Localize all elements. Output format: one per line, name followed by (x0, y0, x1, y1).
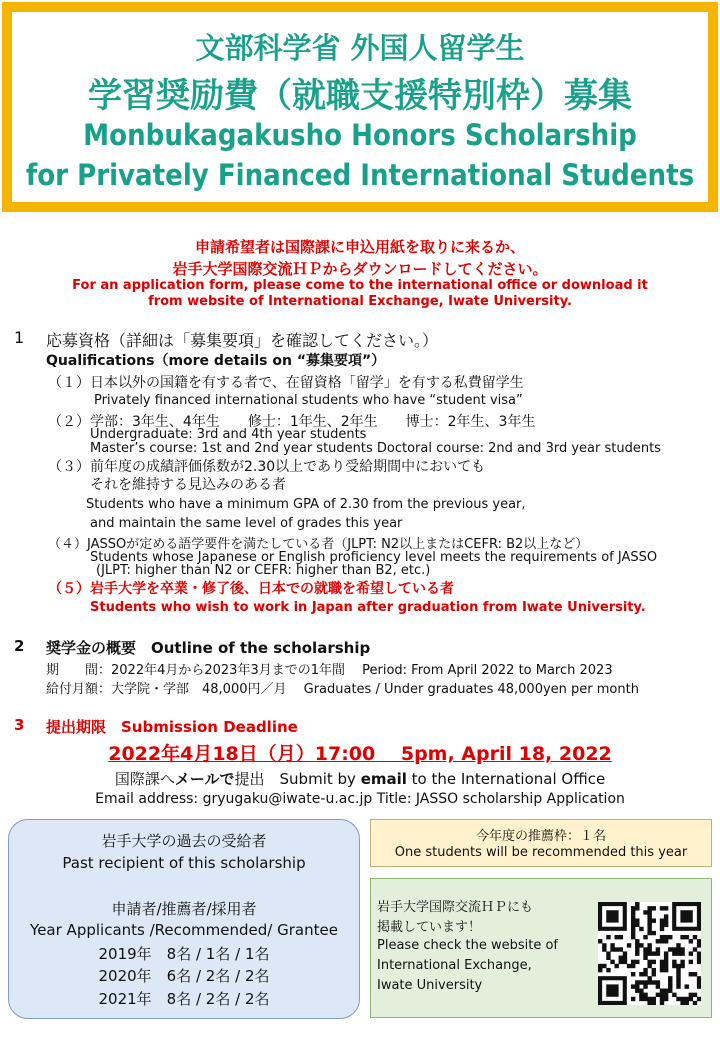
q3-ja-1: （３）前年度の成績評価係数が2.30以上であり受給期間中においても (48, 459, 486, 475)
qr-code-icon[interactable] (598, 902, 701, 1005)
quota-ja: 今年度の推薦枠：１名 (475, 829, 606, 844)
submit-method (0, 768, 720, 789)
submit-bold-ja: メールで (174, 770, 235, 788)
web-en-2: International Exchange, (377, 958, 532, 973)
web-ja-1: 岩手大学国際交流ＨＰにも (377, 900, 534, 915)
web-en-1: Please check the website of (377, 938, 559, 953)
q1-en: Privately financed international students who have “student visa” (94, 393, 523, 408)
q1-ja: （１）日本以外の国籍を有する者で、在留資格「留学」を有する私費留学生 (48, 375, 524, 391)
section3-number: 3 (14, 716, 25, 734)
past-row-2019: 2019年 8名 / 1名 / 1名 (98, 945, 270, 963)
q5-ja: （５）岩手大学を卒業・修了後、日本での就職を希望している者 (48, 581, 454, 597)
submit-mid: 提出 Submit by (234, 770, 361, 788)
section1-title-ja: 応募資格（詳細は「募集要項」を確認してください。） (46, 331, 439, 350)
header-banner (2, 2, 718, 212)
submit-pre: 国際課へ (114, 770, 175, 788)
recommendation-quota-box (370, 819, 712, 867)
q4-ja: （４）JASSOが定める語学要件を満たしている者（JLPT: N2以上またはCEFR: B2以上など） (48, 537, 589, 552)
title-ja-line-2: 学習奨励費（就職支援特別枠）募集 (88, 76, 632, 116)
submit-bold-en: email (360, 770, 407, 788)
q3-en-1: Students who have a minimum GPA of 2.30 from the previous year, (86, 497, 526, 512)
submit-post: to the International Office (406, 770, 606, 788)
q2-ja: （２）学部：3年生、4年生 修士：1年生、2年生 博士：2年生、3年生 (48, 414, 536, 430)
past-row-2020: 2020年 6名 / 2名 / 2名 (98, 967, 270, 985)
past-title-en: Past recipient of this scholarship (62, 854, 306, 872)
notice-en-2: from website of International Exchange, Iwate University. (148, 294, 572, 309)
quota-en: One students will be recommended this year (394, 845, 688, 860)
q4-en-1: Students whose Japanese or English proficiency level meets the requirements of JASSO (90, 550, 658, 565)
title-en-line-1: Monbukagakusho Honors Scholarship (83, 118, 637, 152)
section2-amount: 給付月額：大学院・学部 48,000円／月 Graduates / Under graduates 48,000yen per month (46, 682, 639, 697)
past-header-en: Year Applicants /Recommended/ Grantee (30, 921, 338, 939)
notice-ja-2: 岩手大学国際交流ＨＰからダウンロードしてください。 (172, 260, 548, 278)
past-header-ja: 申請者/推薦者/採用者 (111, 900, 257, 918)
website-info-box (370, 878, 712, 1018)
web-en-3: Iwate University (377, 978, 483, 993)
past-title-ja: 岩手大学の過去の受給者 (101, 832, 267, 850)
email-line: Email address: gryugaku@iwate-u.ac.jp Title: JASSO scholarship Application (95, 791, 625, 807)
q2-en-2: Master’s course: 1st and 2nd year students Doctoral course: 2nd and 3rd year students (90, 441, 661, 456)
past-row-2021: 2021年 8名 / 2名 / 2名 (98, 990, 270, 1008)
section1-title-en: Qualifications（more details on “募集要項”） (46, 353, 386, 369)
title-ja-line-1: 文部科学省 外国人留学生 (195, 31, 525, 65)
deadline-date-row (0, 739, 720, 766)
title-en-line-2: for Privately Financed International Students (25, 158, 695, 192)
q4-en-2: (JLPT: higher than N2 or CEFR: higher than B2, etc.) (96, 563, 431, 578)
past-recipients-box (8, 819, 360, 1019)
web-ja-2: 掲載しています！ (377, 920, 482, 935)
notice-ja-1: 申請希望者は国際課に申込用紙を取りに来るか、 (194, 238, 525, 256)
section1-number: 1 (14, 328, 25, 347)
q3-ja-2: それを維持する見込みのある者 (90, 477, 286, 493)
notice-en-1: For an application form, please come to the international office or download it (72, 278, 648, 293)
q5-en: Students who wish to work in Japan after graduation from Iwate University. (90, 600, 646, 615)
q2-en-1: Undergraduate: 3rd and 4th year students (90, 427, 367, 442)
section2-period: 期 間：2022年4月から2023年3月までの1年間 Period: From April 2022 to March 2023 (46, 663, 613, 678)
section3-title: 提出期限 Submission Deadline (46, 718, 298, 736)
section2-title: 奨学金の概要 Outline of the scholarship (46, 639, 371, 657)
section2-number: 2 (14, 637, 25, 655)
deadline-date: 2022年4月18日（月）17:00 5pm, April 18, 2022 (108, 743, 612, 765)
q3-en-2: and maintain the same level of grades this year (90, 516, 403, 531)
